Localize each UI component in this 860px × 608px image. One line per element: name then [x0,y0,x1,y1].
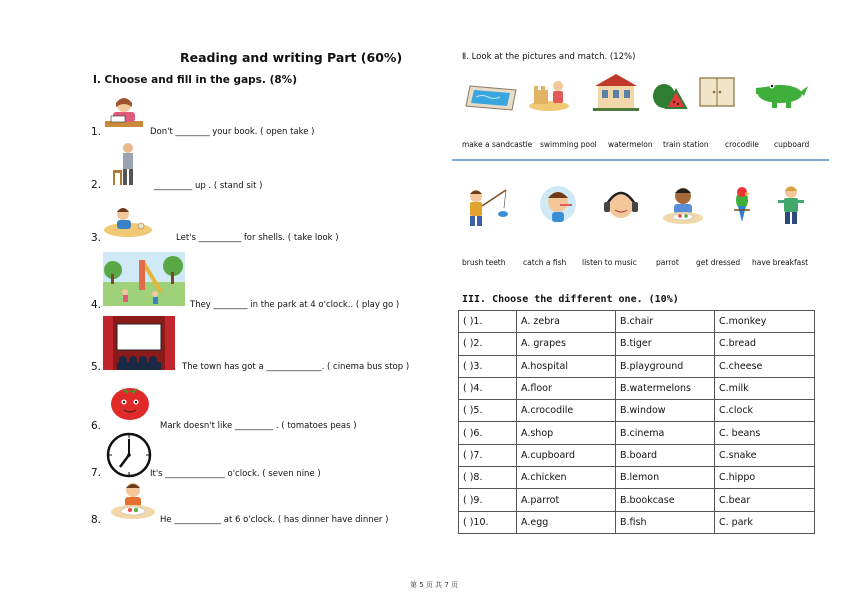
option-b: B.bookcase [616,489,715,511]
cupboard-icon [698,76,736,110]
option-b: B.cinema [616,422,715,444]
section-2-heading: Ⅱ. Look at the pictures and match. (12%) [462,52,636,62]
option-c: C.bear [715,489,815,511]
table-row [459,511,815,533]
answer-blank-8[interactable]: ( )8. [459,467,517,489]
question-2-text: _________ up . ( stand sit ) [154,181,263,191]
answer-blank-3[interactable]: ( )3. [459,355,517,377]
page-title: Reading and writing Part (60%) [180,50,403,65]
clock-icon [106,432,152,478]
option-c: C. park [715,511,815,533]
answer-blank-7[interactable]: ( )7. [459,444,517,466]
child-on-beach-icon [103,200,153,238]
cinema-icon [103,316,175,370]
question-1-text: Don't ________ your book. ( open take ) [150,127,315,137]
answer-blank-9[interactable]: ( )9. [459,489,517,511]
option-a: A. grapes [517,333,616,355]
question-1-number: 1. [91,126,102,138]
table-row [459,467,815,489]
match-label-8: catch a fish [523,258,567,267]
option-c: C.milk [715,377,815,399]
option-b: B.chair [616,311,715,333]
table-row [459,422,815,444]
catch-fish-icon [464,186,510,230]
match-label-11: get dressed [696,258,741,267]
match-label-9: listen to music [582,258,637,267]
match-label-2: swimming pool [540,140,597,149]
option-a: A.hospital [517,355,616,377]
option-a: A.floor [517,377,616,399]
brush-teeth-icon [538,184,578,228]
swimming-pool-icon [464,80,518,114]
match-label-12: have breakfast [752,258,809,267]
answer-blank-6[interactable]: ( )6. [459,422,517,444]
answer-blank-2[interactable]: ( )2. [459,333,517,355]
question-6-number: 6. [91,420,102,432]
option-c: C.bread [715,333,815,355]
question-4-text: They ________ in the park at 4 o'clock.. ( play go ) [190,300,400,310]
option-a: A. zebra [517,311,616,333]
option-b: B.tiger [616,333,715,355]
option-a: A.crocodile [517,400,616,422]
answer-blank-1[interactable]: ( )1. [459,311,517,333]
parrot-icon [730,186,754,224]
answer-blank-4[interactable]: ( )4. [459,377,517,399]
table-row [459,444,815,466]
tomato-icon [108,380,152,422]
option-a: A.egg [517,511,616,533]
question-5-number: 5. [91,361,102,373]
section-1-heading: Ⅰ. Choose and fill in the gaps. (8%) [93,74,297,86]
option-c: C.cheese [715,355,815,377]
option-b: B.lemon [616,467,715,489]
page-footer: 第 5 页 共 7 页 [410,581,459,589]
question-8-number: 8. [91,514,102,526]
answer-blank-5[interactable]: ( )5. [459,400,517,422]
sandcastle-icon [528,72,570,112]
match-label-4: train station [663,140,709,149]
option-b: B.fish [616,511,715,533]
option-b: B.board [616,444,715,466]
option-c: C.clock [715,400,815,422]
crocodile-icon [754,74,808,110]
train-station-icon [593,72,639,112]
option-c: C. beans [715,422,815,444]
question-3-text: Let's __________ for shells. ( take look ) [176,233,339,243]
table-row [459,333,815,355]
man-standing-icon [112,142,140,188]
question-7-number: 7. [91,467,102,479]
park-scene-icon [103,252,185,306]
match-label-3: watermelon [608,140,653,149]
boy-eating-icon [108,480,158,522]
match-label-10: parrot [656,258,679,267]
table-row [459,377,815,399]
option-b: B.window [616,400,715,422]
match-label-1: make a sandcastle [462,140,533,149]
answer-blank-10[interactable]: ( )10. [459,511,517,533]
match-label-7: brush teeth [462,258,506,267]
section-3-heading: III. Choose the different one. (10%) [462,294,679,305]
match-label-6: cupboard [774,140,810,149]
question-3-number: 3. [91,232,102,244]
option-a: A.chicken [517,467,616,489]
option-a: A.shop [517,422,616,444]
question-5-text: The town has got a _____________. ( cinema bus stop ) [182,362,410,372]
question-8-text: He ___________ at 6 o'clock. ( has dinner have dinner ) [160,515,389,525]
option-c: C.monkey [715,311,815,333]
girl-reading-icon [103,95,145,133]
listen-music-icon [601,186,641,226]
table-row [459,489,815,511]
section-divider [452,159,829,161]
question-2-number: 2. [91,179,102,191]
get-dressed-icon [776,184,806,226]
table-row [459,355,815,377]
choose-table [458,310,815,534]
match-label-5: crocodile [725,140,759,149]
table-row [459,311,815,333]
watermelon-icon [652,80,688,110]
question-4-number: 4. [91,299,102,311]
option-a: A.cupboard [517,444,616,466]
option-b: B.playground [616,355,715,377]
option-a: A.parrot [517,489,616,511]
question-6-text: Mark doesn't like _________ . ( tomatoes peas ) [160,421,357,431]
option-c: C.hippo [715,467,815,489]
option-b: B.watermelons [616,377,715,399]
option-c: C.snake [715,444,815,466]
question-7-text: It's ______________ o'clock. ( seven nine ) [150,469,321,479]
breakfast-icon [662,184,704,228]
table-row [459,400,815,422]
